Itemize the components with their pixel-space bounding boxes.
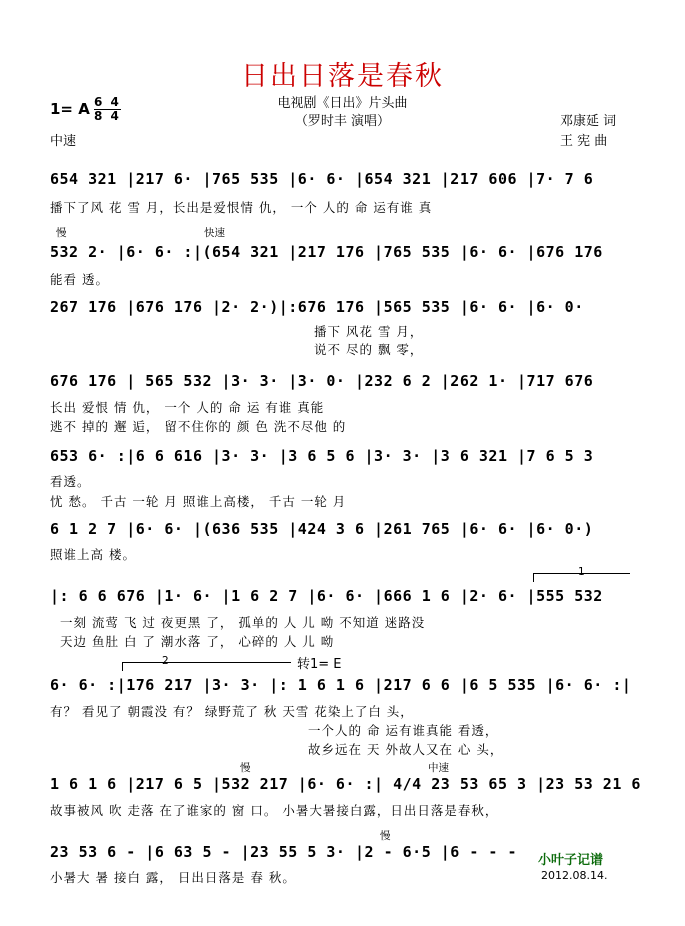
time-sig-top: 6 4 [94,95,121,109]
lyrics-line-3b: 说不 尽的 飘 零， [314,342,424,357]
tempo-marking: 中速 [50,134,77,149]
lyrics-line-2: 能看 透。 [50,272,109,287]
tempo-fast-mark: 快速 [204,227,225,239]
second-ending-bracket [122,662,291,671]
time-sig-bottom: 8 4 [94,109,121,123]
lyrics-line-8b: 一个人的 命 运有谁真能 看透， [308,723,499,738]
song-title: 日出日落是春秋 [241,61,444,92]
transcription-date: 2012.08.14. [541,869,608,882]
lyrics-line-6: 照谁上高 楼。 [50,547,136,562]
lyrics-line-7a: 一刻 流莺 飞 过 夜更黑 了， 孤单的 人 儿 呦 不知道 迷路没 [60,615,426,630]
notation-line-3: 267 176 |676 176 |2· 2·)|:676 176 |565 535 |6· 6· |6· 0· [50,298,584,316]
lyrics-line-9: 故事被风 吹 走落 在了谁家的 窗 口。 小暑大暑接白露，日出日落是春秋， [50,803,499,818]
song-subtitle: 电视剧《日出》片头曲 [277,96,408,111]
lyrics-line-3a: 播下 风花 雪 月， [314,324,424,339]
tempo-slow-mark-2: 慢 [240,762,251,774]
notation-line-7: |: 6 6 676 |1· 6· |1 6 2 7 |6· 6· |666 1 6 |2· 6· |555 532 [50,587,603,605]
notation-line-10: 23 53 6 - |6 63 5 - |23 55 5 3· |2 - 6·5 |6 - - - [50,843,518,861]
tempo-medium-mark: 中速 [428,762,449,774]
lyrics-line-4a: 长出 爱恨 情 仇， 一个 人的 命 运 有谁 真能 [50,400,325,415]
lyrics-line-10: 小暑大 暑 接白 露， 日出日落是 春 秋。 [50,870,296,885]
lyrics-line-4b: 逃不 掉的 邂 逅， 留不住你的 颜 色 洗不尽他 的 [50,419,347,434]
lyrics-line-8c: 故乡远在 天 外故人又在 心 头， [308,742,504,757]
modulation-mark: 转1= E [297,657,342,672]
notation-line-5: 653 6· :|6 6 616 |3· 3· |3 6 5 6 |3· 3· |3 6 321 |7 6 5 3 [50,447,594,465]
lyrics-line-8a: 有？ 看见了 朝霞没 有？ 绿野荒了 秋 天雪 花染上了白 头， [50,704,414,719]
performer-line: （罗时丰 演唱） [294,114,391,129]
lyrics-line-7b: 天边 鱼肚 白 了 潮水落 了， 心碎的 人 儿 呦 [60,634,335,649]
notation-line-2: 532 2· |6· 6· :|(654 321 |217 176 |765 535 |6· 6· |676 176 [50,243,603,261]
tempo-slow-mark: 慢 [56,227,67,239]
lyrics-line-1: 播下了风 花 雪 月，长出是爱恨情 仇， 一个 人的 命 运有谁 真 [50,200,433,215]
lyrics-line-5b: 忧 愁。 千古 一轮 月 照谁上高楼， 千古 一轮 月 [50,494,347,509]
notation-line-1: 654 321 |217 6· |765 535 |6· 6· |654 321 |217 606 |7· 7 6 [50,170,594,188]
composer-credit: 王 宪 曲 [560,134,608,149]
transcriber-signature: 小叶子记谱 [538,853,604,868]
notation-line-6: 6 1 2 7 |6· 6· |(636 535 |424 3 6 |261 765 |6· 6· |6· 0·) [50,520,594,538]
lyricist-credit: 邓康延 词 [560,114,617,129]
second-ending-number: 2 [162,655,169,667]
notation-line-4: 676 176 | 565 532 |3· 3· |3· 0· |232 6 2 |262 1· |717 676 [50,372,594,390]
first-ending-number: 1 [578,566,585,578]
key-signature: 1= A [50,100,90,118]
time-signature [94,96,121,123]
notation-line-9: 1 6 1 6 |217 6 5 |532 217 |6· 6· :| 4/4 23 53 65 3 |23 53 21 6 [50,775,641,793]
tempo-slow-mark-3: 慢 [380,830,391,842]
lyrics-line-5a: 看透。 [50,474,91,489]
notation-line-8: 6· 6· :|176 217 |3· 3· |: 1 6 1 6 |217 6 6 |6 5 535 |6· 6· :| [50,676,632,694]
